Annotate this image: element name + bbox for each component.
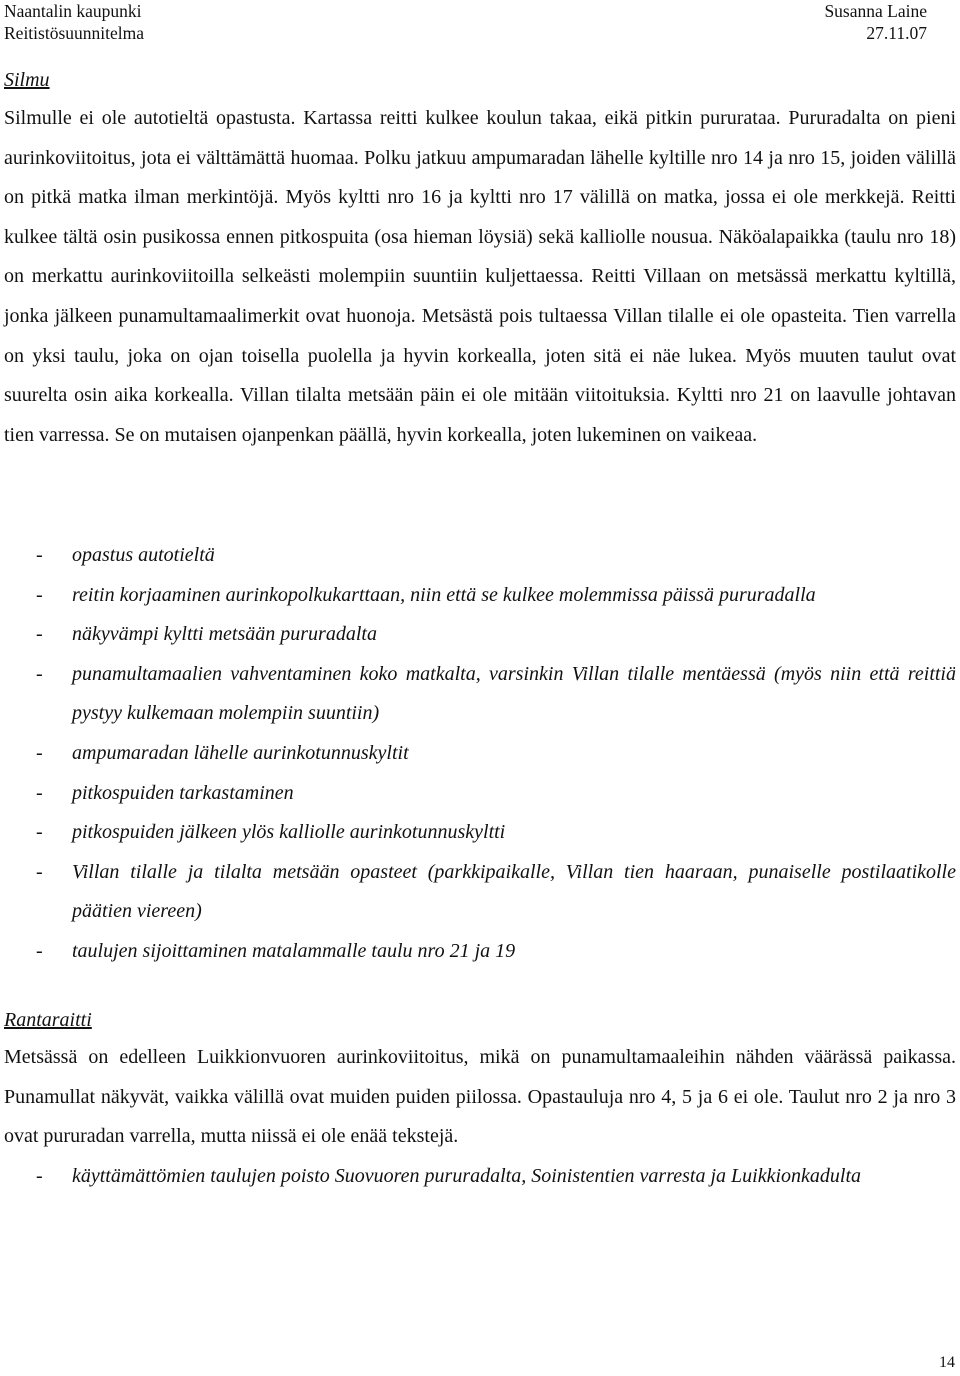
rantaraitti-paragraph: Metsässä on edelleen Luikkionvuoren aurinkoviitoitus, mikä on punamultamaaleihin nähden väärässä paikassa. Punamullat näkyvät, vaikka välillä ovat muiden puiden piilossa. Opastauluja nro 4, 5 ja 6 ei ole. Taulut nro 2 ja nro 3 ovat pururadan varrella, mutta niissä ei ole enää tekstejä.	[4, 1046, 956, 1148]
silmu-action-list	[0, 536, 956, 972]
document-date: 27.11.07	[866, 23, 927, 43]
list-dash: -	[36, 623, 43, 646]
rantaraitti-action-list	[0, 1157, 956, 1197]
list-item-text: pitkospuiden jälkeen ylös kalliolle aurinkotunnuskyltti	[72, 821, 506, 844]
list-item	[0, 576, 956, 616]
list-item-text: taulujen sijoittaminen matalammalle taulu nro 21 ja 19	[72, 939, 516, 962]
list-item-text: ampumaradan lähelle aurinkotunnuskyltit	[72, 741, 409, 764]
list-item-text: punamultamaalien vahventaminen koko matkalta, varsinkin Villan tilalle mentäessä (myös niin että reittiä pystyy kulkemaan molempiin suuntiin)	[72, 662, 956, 725]
list-item-text: näkyvämpi kyltti metsään pururadalta	[72, 623, 377, 646]
organization-name: Naantalin kaupunki	[4, 1, 142, 21]
list-item	[0, 615, 956, 655]
silmu-paragraph: Silmulle ei ole autotieltä opastusta. Kartassa reitti kulkee koulun takaa, eikä pitkin pururataa. Pururadalta on pieni aurinkoviitoitus, jota ei välttämättä huomaa. Polku jatkuu ampumaradan lähelle kyltille nro 14 ja nro 15, joiden välillä on pitkä matka ilman merkintöjä. Myös kyltti nro 16 ja kyltti nro 17 välillä on matka, jossa ei ole merkkejä. Reitti kulkee tältä osin pusikossa ennen pitkospuita (osa hieman löysiä) sekä kalliolle nousua. Näköalapaikka (taulu nro 18) on merkattu aurinkoviitoilla selkeästi molempiin suuntiin kuljettaessa. Reitti Villaan on metsässä merkattu kyltillä, jonka jälkeen punamultamaalimerkit ovat huonoja. Metsästä pois tultaessa Villan tilalle ei ole opasteita. Tien varrella on yksi taulu, joka on ojan toisella puolella ja hyvin korkealla, joten sitä ei näe lukea. Myös muuten taulut ovat suurelta osin aika korkealla. Villan tilalta metsään päin ei ole mitään viitoituksia. Kyltti nro 21 on laavulle johtavan tien varressa. Se on mutaisen ojanpenkan päällä, hyvin korkealla, joten lukeminen on vaikeaa.	[4, 107, 956, 446]
list-dash: -	[36, 544, 43, 566]
list-dash: -	[36, 741, 43, 764]
list-item	[0, 1157, 956, 1197]
author-name: Susanna Laine	[824, 1, 927, 21]
list-dash: -	[36, 939, 43, 962]
page-header	[4, 0, 927, 44]
list-item	[0, 536, 956, 576]
list-item	[0, 813, 956, 853]
list-dash: -	[36, 781, 43, 804]
list-item	[0, 655, 956, 734]
header-row-2	[4, 22, 927, 44]
document-title: Reitistösuunnitelma	[4, 23, 144, 43]
list-item-text: pitkospuiden tarkastaminen	[72, 781, 294, 804]
list-item	[0, 853, 956, 932]
list-item-text: käyttämättömien taulujen poisto Suovuoren pururadalta, Soinistentien varresta ja Luikkionkadulta	[72, 1165, 861, 1187]
list-item-text: opastus autotieltä	[72, 544, 215, 566]
list-dash: -	[36, 583, 43, 606]
list-item-text: Villan tilalle ja tilalta metsään opasteet (parkkipaikalle, Villan tien haaraan, punaiselle postilaatikolle päätien viereen)	[72, 860, 956, 923]
list-item	[0, 932, 956, 972]
list-item	[0, 734, 956, 774]
section-title-rantaraitti: Rantaraitti	[4, 1009, 92, 1031]
page-number: 14	[939, 1354, 955, 1371]
section-title-silmu: Silmu	[4, 69, 50, 91]
list-dash: -	[36, 662, 43, 685]
list-dash: -	[36, 821, 43, 844]
list-dash: -	[36, 1165, 43, 1187]
list-item	[0, 774, 956, 814]
header-row-1	[4, 0, 927, 22]
list-dash: -	[36, 860, 43, 883]
list-item-text: reitin korjaaminen aurinkopolkukarttaan, niin että se kulkee molemmissa päissä pururadalla	[72, 583, 816, 606]
